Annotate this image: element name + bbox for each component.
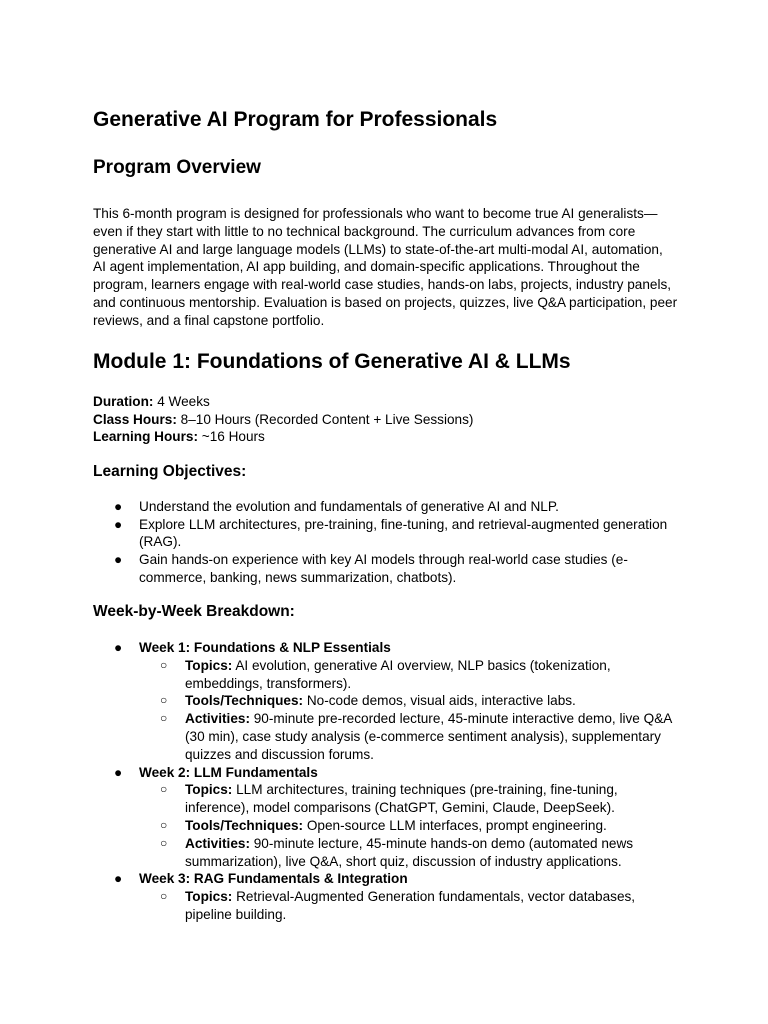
week-item xyxy=(93,870,683,923)
bullet-icon: ● xyxy=(114,871,123,887)
week-details xyxy=(139,657,683,764)
class-hours-row xyxy=(93,411,473,429)
item-label: Topics: xyxy=(185,889,233,905)
week-list xyxy=(93,639,683,924)
overview-paragraph: This 6-month program is designed for professionals who want to become true AI generalists—even if they start with little to no technical background. The curriculum advances from core generative AI and large language models (LLMs) to state-of-the-art multi-modal AI, automation, AI agent implementation, AI app building, and domain-specific applications. Throughout the program, learners engage with real-world case studies, hands-on labs, projects, industry panels, and continuous mentorship. Evaluation is based on projects, quizzes, live Q&A participation, peer reviews, and a final capstone portfolio. xyxy=(93,206,678,328)
item-label: Tools/Techniques: xyxy=(185,817,304,833)
item-text: Retrieval-Augmented Generation fundamentals, vector databases, pipeline building. xyxy=(185,889,636,922)
bullet-icon: ● xyxy=(114,499,123,514)
list-item xyxy=(93,516,683,551)
item-text: 90-minute lecture, 45-minute hands-on demo (automated news summarization), live Q&A, short quiz, discussion of industry applications. xyxy=(185,835,634,869)
circle-bullet-icon: ○ xyxy=(160,817,168,832)
list-item xyxy=(93,498,683,516)
item-text: 90-minute pre-recorded lecture, 45-minute interactive demo, live Q&A (30 min), case study analysis (e-commerce sentiment analysis), supplementary quizzes and discussion forums. xyxy=(185,711,672,762)
learning-hours-label: Learning Hours: xyxy=(93,429,198,445)
item-label: Topics: xyxy=(185,782,233,798)
circle-bullet-icon: ○ xyxy=(160,711,168,726)
circle-bullet-icon: ○ xyxy=(160,693,168,708)
circle-bullet-icon: ○ xyxy=(160,835,168,850)
list-item xyxy=(139,692,683,710)
objective-text: Understand the evolution and fundamentals of generative AI and NLP. xyxy=(139,499,559,514)
bullet-icon: ● xyxy=(114,516,123,532)
week-item xyxy=(93,764,683,871)
learning-hours-row xyxy=(93,428,473,446)
circle-bullet-icon: ○ xyxy=(160,889,168,904)
bullet-icon: ● xyxy=(114,764,123,780)
bullet-icon: ● xyxy=(114,640,123,655)
list-item xyxy=(93,551,683,586)
item-text: AI evolution, generative AI overview, NLP basics (tokenization, embeddings, transformers). xyxy=(185,657,611,691)
list-item xyxy=(139,888,683,924)
list-item xyxy=(139,710,683,763)
list-item xyxy=(139,657,683,693)
duration-label: Duration: xyxy=(93,394,154,409)
week-title: Week 3: RAG Fundamentals & Integration xyxy=(139,871,408,887)
circle-bullet-icon: ○ xyxy=(160,657,168,672)
item-text: LLM architectures, training techniques (pre-training, fine-tuning, inference), model comparisons (ChatGPT, Gemini, Claude, DeepSeek). xyxy=(185,782,618,816)
item-label: Topics: xyxy=(185,657,233,673)
objective-text: Gain hands-on experience with key AI models through real-world case studies (e-commerce, banking, news summarization, chatbots). xyxy=(139,552,628,585)
week-details xyxy=(139,888,683,924)
item-text: Open-source LLM interfaces, prompt engineering. xyxy=(303,817,607,833)
week-title: Week 1: Foundations & NLP Essentials xyxy=(139,640,391,655)
item-label: Activities: xyxy=(185,835,250,851)
objectives-heading: Learning Objectives: xyxy=(93,463,247,480)
item-label: Activities: xyxy=(185,711,250,727)
breakdown-heading: Week-by-Week Breakdown: xyxy=(93,603,295,620)
week-title: Week 2: LLM Fundamentals xyxy=(139,764,318,780)
objective-text: Explore LLM architectures, pre-training, fine-tuning, and retrieval-augmented generation (RAG). xyxy=(139,516,668,550)
module-heading: Module 1: Foundations of Generative AI & LLMs xyxy=(93,350,571,373)
objectives-list xyxy=(93,498,683,587)
item-text: No-code demos, visual aids, interactive labs. xyxy=(303,693,576,709)
bullet-icon: ● xyxy=(114,552,123,568)
class-hours-label: Class Hours: xyxy=(93,411,177,427)
list-item xyxy=(139,835,683,871)
overview-heading: Program Overview xyxy=(93,157,261,178)
list-item xyxy=(139,817,683,835)
duration-row xyxy=(93,393,473,411)
week-details xyxy=(139,781,683,870)
class-hours-value: 8–10 Hours (Recorded Content + Live Sessions) xyxy=(176,411,474,427)
list-item xyxy=(139,781,683,817)
week-item xyxy=(93,639,683,764)
circle-bullet-icon: ○ xyxy=(160,782,168,797)
document-title: Generative AI Program for Professionals xyxy=(93,108,498,131)
item-label: Tools/Techniques: xyxy=(185,693,304,709)
duration-value: 4 Weeks xyxy=(153,394,210,409)
module-meta xyxy=(93,393,473,446)
learning-hours-value: ~16 Hours xyxy=(197,429,265,445)
